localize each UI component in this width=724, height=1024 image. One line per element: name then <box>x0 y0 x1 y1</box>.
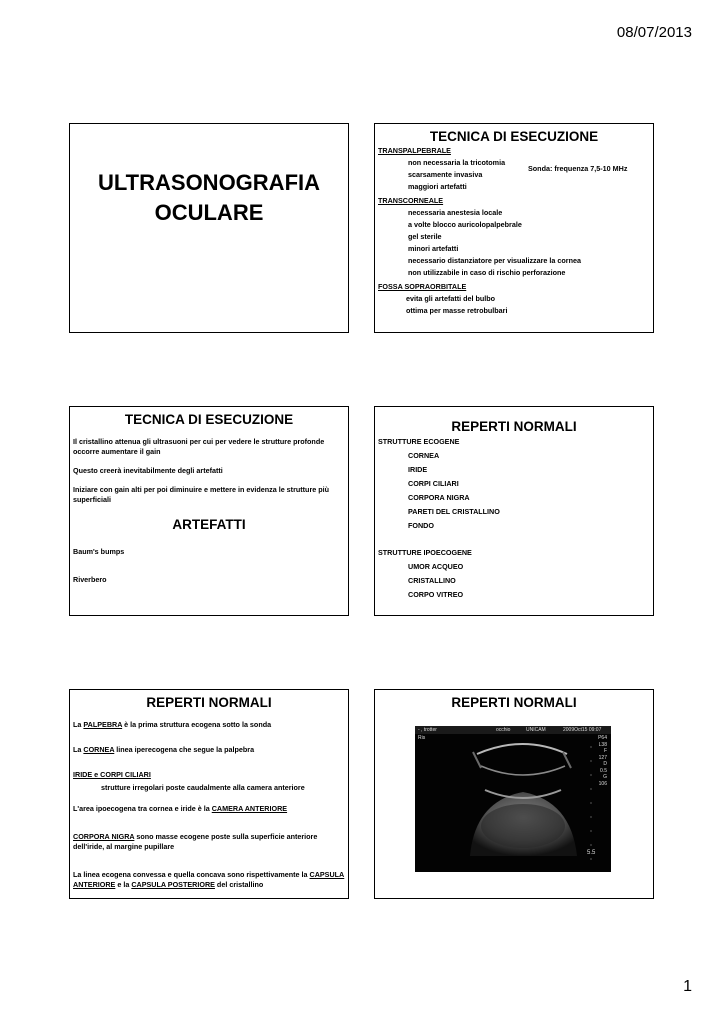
page-number: 1 <box>683 978 692 995</box>
probe-note: Sonda: frequenza 7,5-10 MHz <box>528 164 628 173</box>
slide-5-title: REPERTI NORMALI <box>146 695 272 710</box>
slide-4 <box>374 406 654 616</box>
ipoecogene-heading: STRUTTURE IPOECOGENE <box>378 548 472 557</box>
fossa-heading: FOSSA SOPRAORBITALE <box>378 282 467 291</box>
list-item: CORPORA NIGRA <box>408 493 470 502</box>
us-side-labels: P64 L38 F 127 D 0.5 G 106 <box>598 735 607 787</box>
paragraph: Questo creerà inevitabilmente degli artefatti <box>73 466 223 475</box>
paragraph-iride-detail: strutture irregolari poste caudalmente alla camera anteriore <box>101 783 305 792</box>
transcorneale-heading: TRANSCORNEALE <box>378 196 444 205</box>
list-item: necessario distanziatore per visualizzare la cornea <box>408 256 581 265</box>
list-item: ottima per masse retrobulbari <box>406 306 508 315</box>
slide-6 <box>374 689 654 899</box>
paragraph: Iniziare con gain alti per poi diminuire e mettere in evidenza le strutture più superficiali <box>73 485 330 504</box>
list-item: maggiori artefatti <box>408 182 467 191</box>
artifact-item: Riverbero <box>73 575 107 584</box>
slide-1 <box>69 123 349 333</box>
title-line-2: OCULARE <box>154 200 264 225</box>
paragraph: Il cristallino attenua gli ultrasuoni per cui per vedere le strutture profonde occorre aumentare il gain <box>73 437 325 456</box>
slide-4-title: REPERTI NORMALI <box>451 419 577 434</box>
list-item: non utilizzabile in caso di rischio perforazione <box>408 268 566 277</box>
list-item: a volte blocco auricolopalpebrale <box>408 220 522 229</box>
list-item: CORPI CILIARI <box>408 479 459 488</box>
paragraph-cornea: La CORNEA linea iperecogena che segue la palpebra <box>73 745 255 754</box>
list-item: CORPO VITREO <box>408 590 464 599</box>
paragraph-iride: IRIDE e CORPI CILIARI <box>73 770 151 779</box>
slide-1-title <box>70 168 348 228</box>
us-ris-label: Ris <box>418 735 426 741</box>
paragraph-corpora-nigra: CORPORA NIGRA sono masse ecogene poste sulla superficie anteriore dell'iride, al margine pupillare <box>73 832 318 851</box>
list-item: UMOR ACQUEO <box>408 562 464 571</box>
artefatti-subtitle: ARTEFATTI <box>172 517 246 532</box>
ecogene-heading: STRUTTURE ECOGENE <box>378 437 460 446</box>
paragraph-palpebra: La PALPEBRA è la prima struttura ecogena sotto la sonda <box>73 720 272 729</box>
slide-2-title: TECNICA DI ESECUZIONE <box>429 129 599 144</box>
us-depth-label: 5.5 <box>587 850 596 856</box>
list-item: IRIDE <box>408 465 428 474</box>
list-item: PARETI DEL CRISTALLINO <box>408 507 500 516</box>
artifact-item: Baum's bumps <box>73 547 125 556</box>
ultrasound-image <box>415 726 611 872</box>
list-item: evita gli artefatti del bulbo <box>406 294 496 303</box>
us-header: - , trotter occhio UNICAM 2009Oct15 09:07 <box>418 727 602 733</box>
slide-3 <box>69 406 349 616</box>
list-item: minori artefatti <box>408 244 459 253</box>
list-item: FONDO <box>408 521 434 530</box>
list-item: gel sterile <box>408 232 442 241</box>
list-item: necessaria anestesia locale <box>408 208 503 217</box>
title-line-1: ULTRASONOGRAFIA <box>97 170 321 195</box>
document-date: 08/07/2013 <box>616 24 692 41</box>
slide-2 <box>374 123 654 333</box>
list-item: CORNEA <box>408 451 440 460</box>
transpalpebrale-heading: TRANSPALPEBRALE <box>378 146 451 155</box>
paragraph-capsule: La linea ecogena convessa e quella concava sono rispettivamente la CAPSULA ANTERIORE e la CAPSULA POSTERIORE del cristallino <box>73 870 345 889</box>
list-item: scarsamente invasiva <box>408 170 483 179</box>
list-item: non necessaria la tricotomia <box>408 158 506 167</box>
list-item: CRISTALLINO <box>408 576 456 585</box>
paragraph-camera: L'area ipoecogena tra cornea e iride è la CAMERA ANTERIORE <box>73 804 288 813</box>
slide-6-title: REPERTI NORMALI <box>451 695 577 710</box>
slide-3-title: TECNICA DI ESECUZIONE <box>124 412 294 427</box>
slide-5 <box>69 689 349 899</box>
